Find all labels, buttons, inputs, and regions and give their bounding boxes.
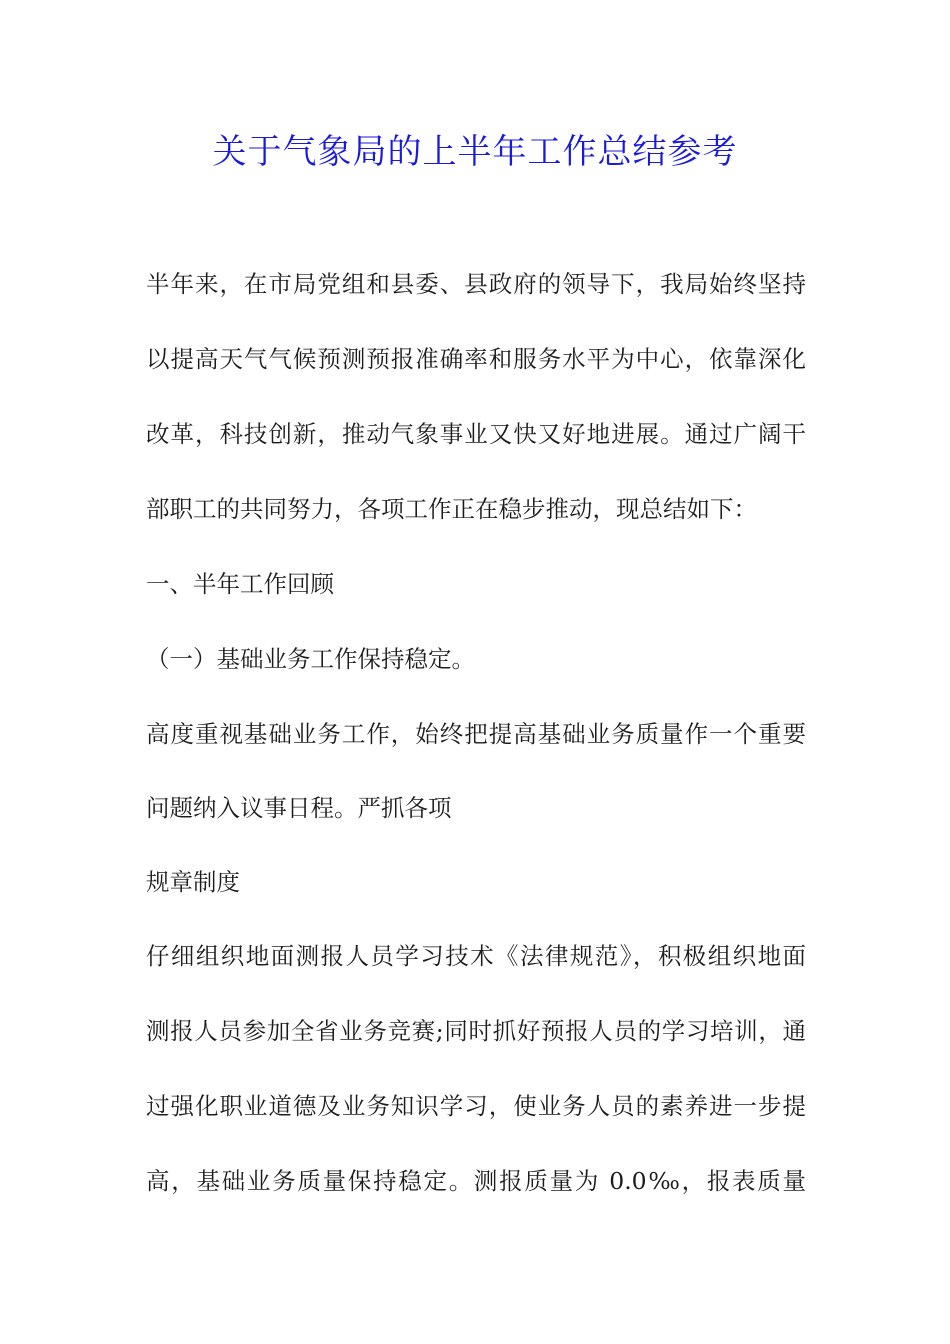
subsection-heading: （一）基础业务工作保持稳定。 [146, 645, 475, 673]
paragraph-line: 仔细组织地面测报人员学习技术《法律规范》，积极组织地面 [146, 942, 806, 970]
paragraph-line: 部职工的共同努力，各项工作正在稳步推动，现总结如下： [146, 495, 757, 523]
paragraph-line: 半年来，在市局党组和县委、县政府的领导下，我局始终坚持 [146, 270, 806, 298]
paragraph-line: 高度重视基础业务工作，始终把提高基础业务质量作一个重要 [146, 720, 806, 748]
document-title: 关于气象局的上半年工作总结参考 [212, 132, 738, 172]
paragraph-line: 测报人员参加全省业务竞赛;同时抓好预报人员的学习培训，通 [146, 1017, 806, 1045]
paragraph-line: 改革，科技创新，推动气象事业又快又好地进展。通过广阔干 [146, 420, 806, 448]
section-heading: 一、半年工作回顾 [146, 570, 334, 598]
paragraph-line: 问题纳入议事日程。严抓各项 [146, 794, 452, 822]
paragraph-line: 规章制度 [146, 868, 240, 896]
paragraph-line: 过强化职业道德及业务知识学习，使业务人员的素养进一步提 [146, 1092, 806, 1120]
paragraph-line: 高，基础业务质量保持稳定。测报质量为 0.0‰，报表质量 [146, 1167, 806, 1195]
paragraph-line: 以提高天气气候预测预报准确率和服务水平为中心，依靠深化 [146, 345, 806, 373]
